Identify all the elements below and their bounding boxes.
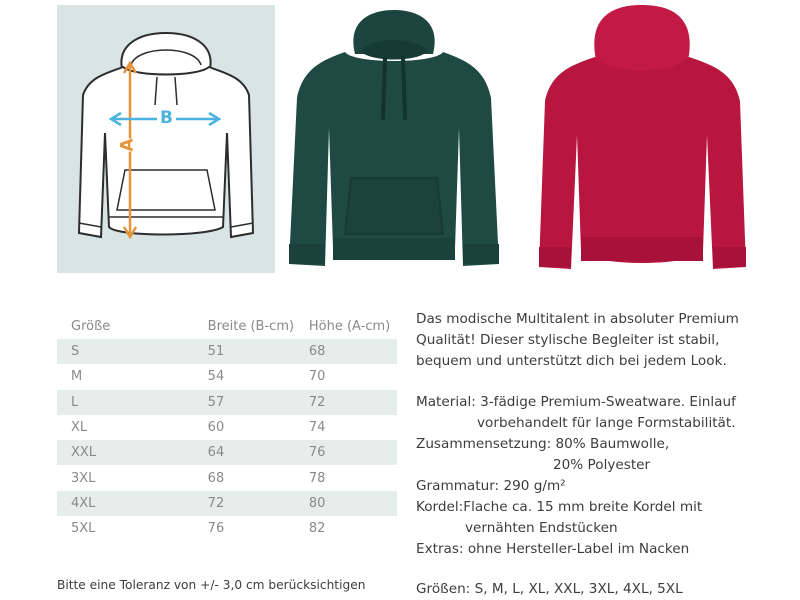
size-diagram — [57, 5, 275, 273]
sizes-line: Größen: S, M, L, XL, XXL, 3XL, 4XL, 5XL — [416, 581, 683, 597]
cord-line: vernähten Endstücken — [465, 520, 618, 536]
intro-line: Qualität! Dieser stylische Begleiter ist stabil, — [416, 332, 720, 348]
table-row: L 57 72 — [57, 390, 397, 415]
tolerance-note: Bitte eine Toleranz von +/- 3,0 cm berücksichtigen — [57, 578, 366, 592]
weight-line: Grammatur: 290 g/m² — [416, 478, 566, 494]
composition-line: Zusammensetzung: 80% Baumwolle, — [416, 436, 670, 452]
table-row: XL 60 74 — [57, 415, 397, 440]
table-row: 4XL 72 80 — [57, 491, 397, 516]
size-table-header — [57, 313, 397, 339]
intro-line: bequem und unterstützt dich bei jedem Look. — [416, 353, 727, 369]
size-table — [57, 313, 397, 541]
header-size: Größe — [71, 318, 111, 334]
extras-line: Extras: ohne Hersteller-Label im Nacken — [416, 541, 690, 557]
hoodie-back-photo — [535, 5, 750, 273]
table-row: S 51 68 — [57, 339, 397, 364]
hoodie-front-photo — [285, 8, 503, 270]
header-width: Breite (B-cm) — [207, 318, 295, 334]
cord-line: Kordel:Flache ca. 15 mm breite Kordel mit — [416, 499, 703, 515]
material-line: vorbehandelt für lange Formstabilität. — [477, 415, 736, 431]
intro-line: Das modische Multitalent in absoluter Premium — [416, 311, 739, 327]
header-height: Höhe (A-cm) — [308, 318, 391, 334]
material-line: Material: 3-fädige Premium-Sweatware. Einlauf — [416, 394, 736, 410]
table-row: XXL 64 76 — [57, 440, 397, 465]
composition-line: 20% Polyester — [553, 457, 651, 473]
table-row: 3XL 68 78 — [57, 465, 397, 490]
width-label-b: B — [157, 108, 176, 128]
table-row: 5XL 76 82 — [57, 516, 397, 541]
height-label-a: A — [117, 138, 138, 152]
table-row: M 54 70 — [57, 364, 397, 389]
hoodie-outline-diagram — [57, 5, 275, 273]
